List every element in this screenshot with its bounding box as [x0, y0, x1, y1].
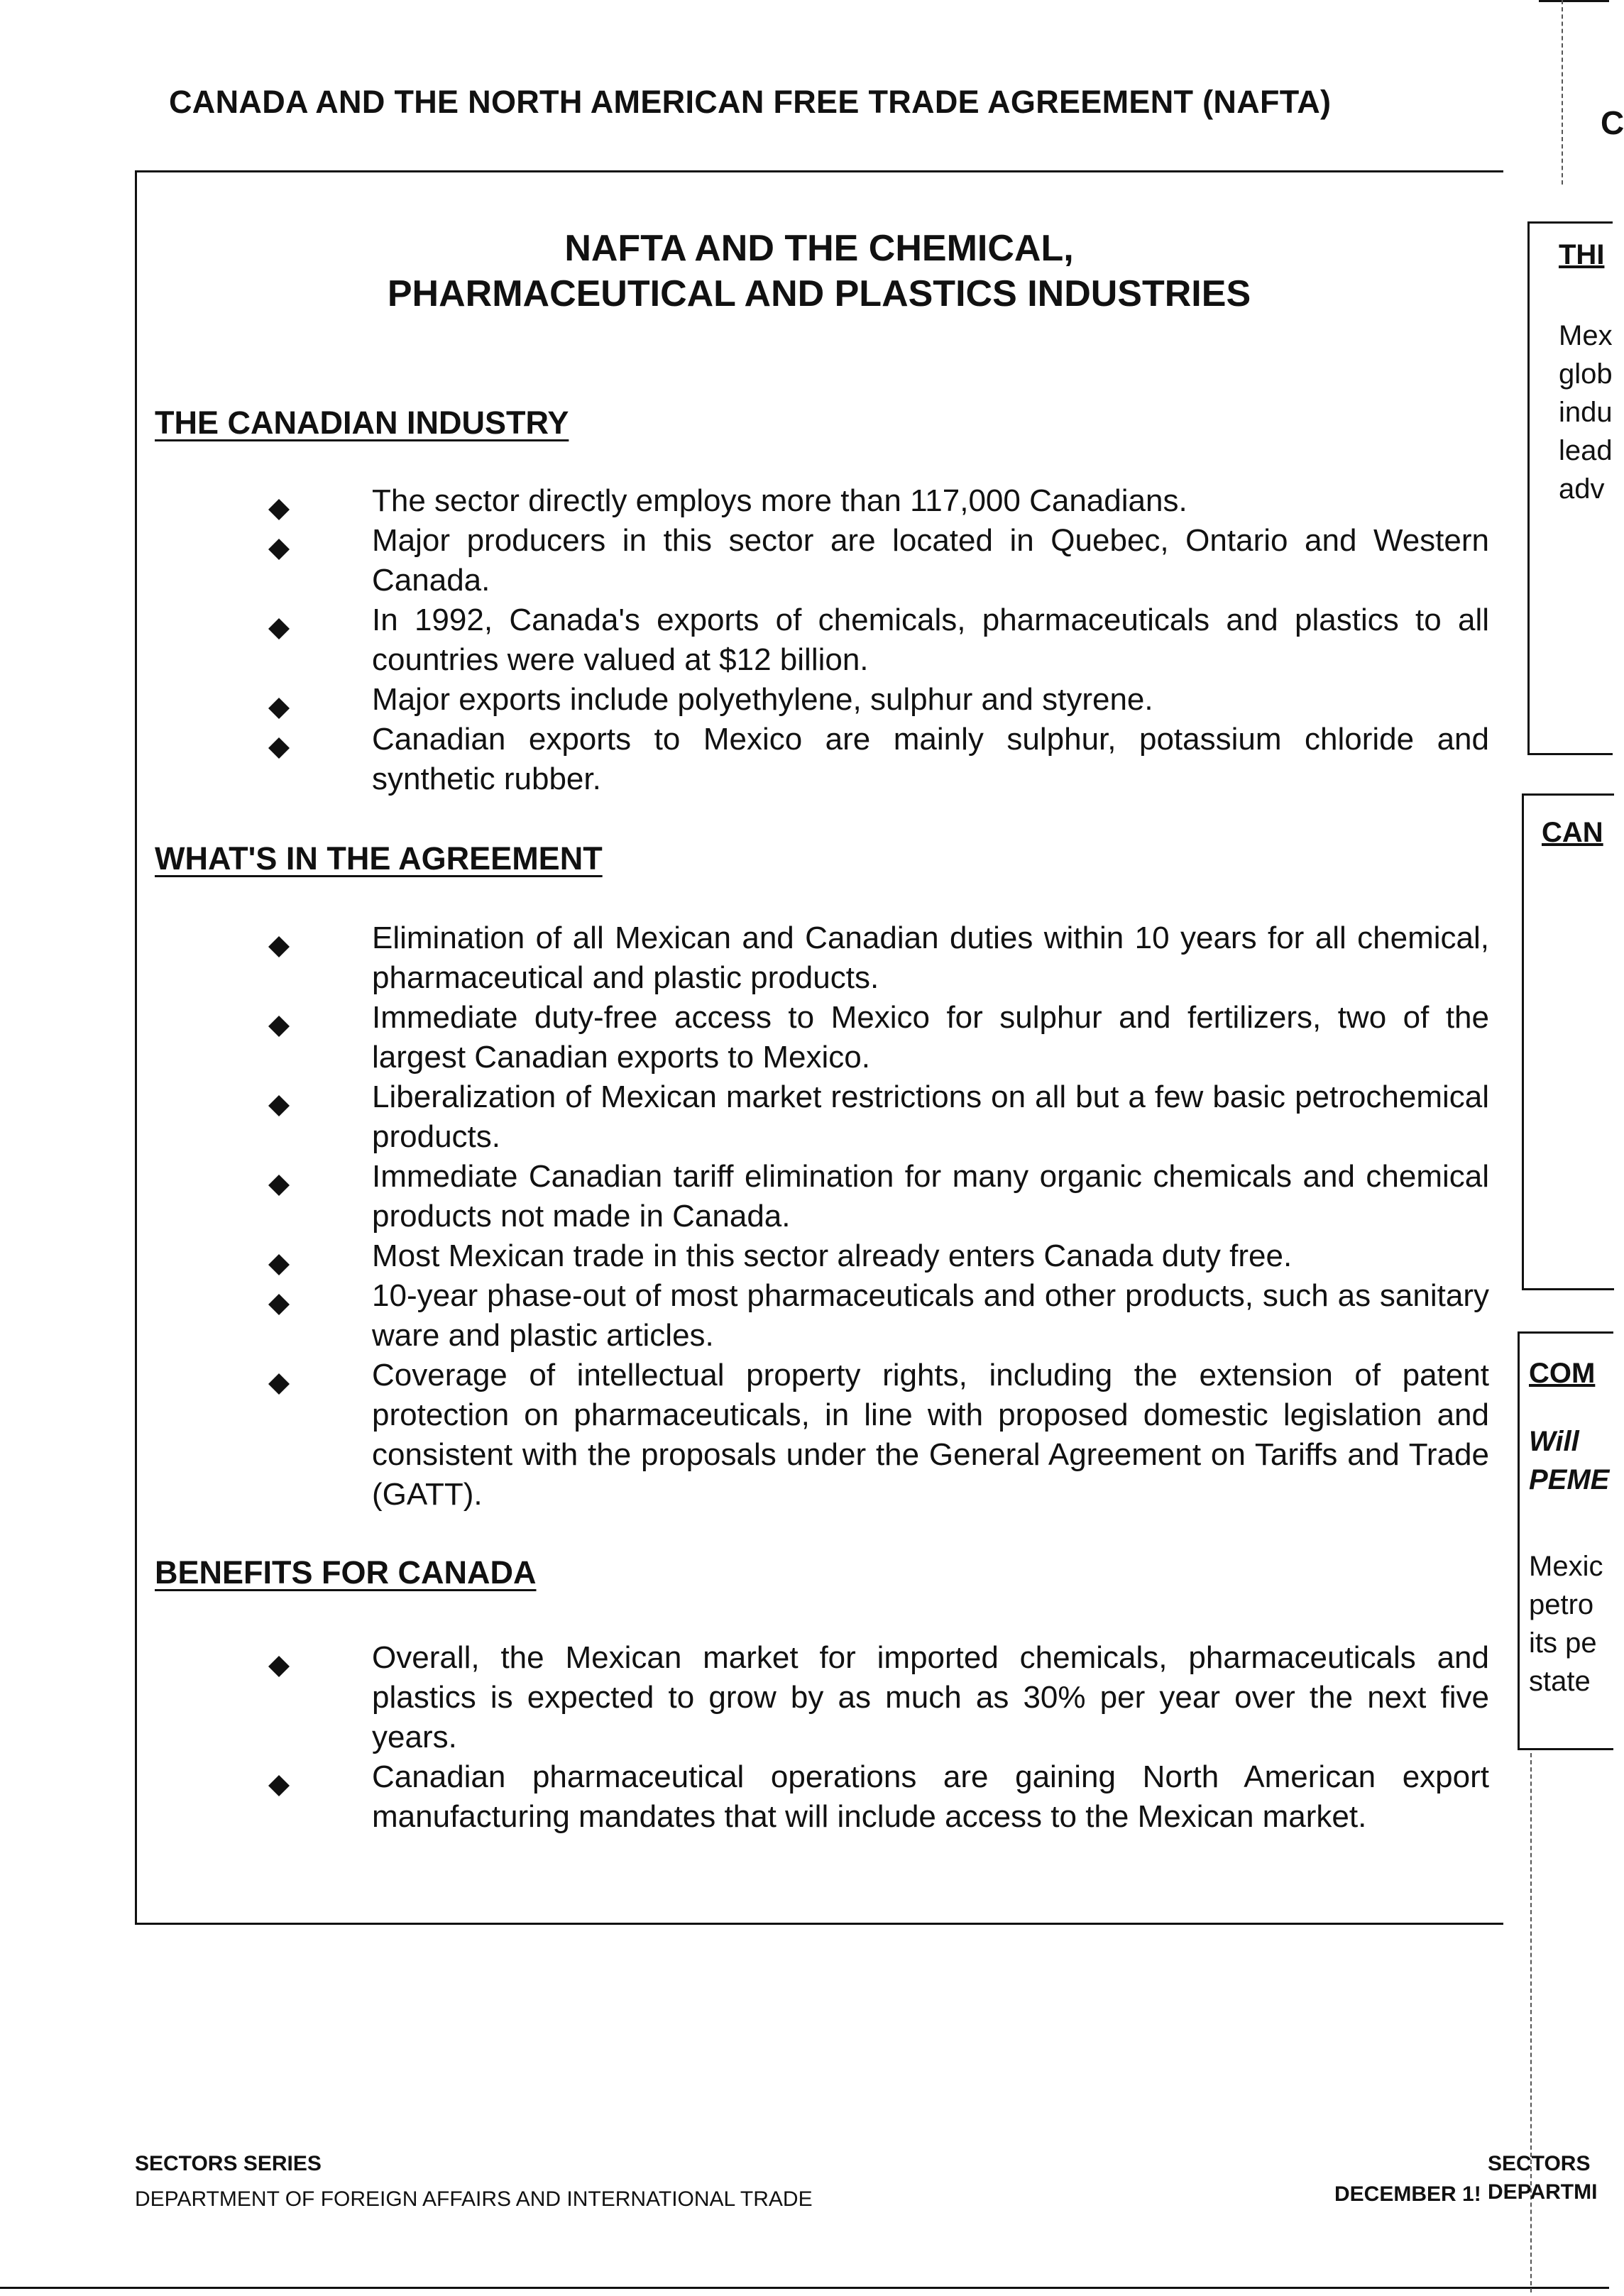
section-heading-benefits: BENEFITS FOR CANADA — [155, 1554, 537, 1591]
adjacent-header-fragment: C — [1601, 104, 1624, 141]
adjacent-footer-series: SECTORS — [1488, 2152, 1591, 2175]
bullet-item: Major producers in this sector are located in Quebec, Ontario and Western Canada. — [268, 521, 1489, 600]
diamond-bullet-icon — [268, 610, 290, 631]
box-title-line-2: PHARMACEUTICAL AND PLASTICS INDUSTRIES — [387, 273, 1251, 314]
adjacent-box1-heading: THI — [1559, 239, 1605, 270]
footer-department: DEPARTMENT OF FOREIGN AFFAIRS AND INTERNATIONAL TRADE — [135, 2187, 813, 2211]
adjacent-box3-italic-line: PEME — [1529, 1464, 1610, 1495]
diamond-bullet-icon — [268, 1166, 290, 1187]
bottom-rule — [0, 2287, 1609, 2289]
adjacent-box3-line: state — [1529, 1666, 1591, 1697]
box-title-line-1: NAFTA AND THE CHEMICAL, — [564, 228, 1074, 269]
diamond-bullet-icon — [268, 530, 290, 551]
diamond-bullet-icon — [268, 1365, 290, 1386]
adjacent-box3-line: Mexic — [1529, 1551, 1603, 1582]
adjacent-box1-line: Mex — [1559, 320, 1613, 351]
bullet-list-agreement — [268, 918, 1489, 1515]
bullet-item: Immediate Canadian tariff elimination for many organic chemicals and chemical products not made in Canada. — [268, 1157, 1489, 1236]
bullet-item: Major exports include polyethylene, sulphur and styrene. — [268, 680, 1489, 720]
diamond-bullet-icon — [268, 689, 290, 710]
box-title — [135, 226, 1503, 317]
section-heading-agreement: WHAT'S IN THE AGREEMENT — [155, 840, 603, 877]
bullet-item: Immediate duty-free access to Mexico for sulphur and fertilizers, two of the largest Canadian exports to Mexico. — [268, 998, 1489, 1077]
bullet-item: Liberalization of Mexican market restrictions on all but a few basic petrochemical products. — [268, 1077, 1489, 1157]
bullet-list-canadian-industry — [268, 481, 1489, 799]
bullet-item: Overall, the Mexican market for imported chemicals, pharmaceuticals and plastics is expected to grow by as much as 30% per year over the next five years. — [268, 1638, 1489, 1757]
page-header: CANADA AND THE NORTH AMERICAN FREE TRADE AGREEMENT (NAFTA) — [169, 84, 1332, 120]
bullet-item: The sector directly employs more than 117,000 Canadians. — [268, 481, 1489, 521]
adjacent-box2-heading: CAN — [1542, 817, 1603, 848]
bullet-item: Elimination of all Mexican and Canadian duties within 10 years for all chemical, pharmaceutical and plastic products. — [268, 918, 1489, 998]
bullet-item: 10-year phase-out of most pharmaceuticals and other products, such as sanitary ware and plastic articles. — [268, 1276, 1489, 1356]
bullet-item: In 1992, Canada's exports of chemicals, pharmaceuticals and plastics to all countries were valued at $12 billion. — [268, 600, 1489, 680]
footer-series: SECTORS SERIES — [135, 2152, 322, 2175]
adjacent-box3-line: its pe — [1529, 1627, 1597, 1659]
adjacent-box3-heading: COM — [1529, 1358, 1596, 1389]
bullet-item: Canadian exports to Mexico are mainly sulphur, potassium chloride and synthetic rubber. — [268, 720, 1489, 799]
bullet-list-benefits — [268, 1638, 1489, 1837]
fold-line — [1562, 0, 1563, 185]
diamond-bullet-icon — [268, 729, 290, 750]
footer-date: DECEMBER 1! — [1334, 2182, 1481, 2206]
diamond-bullet-icon — [268, 1285, 290, 1307]
adjacent-box1-line: lead — [1559, 435, 1613, 466]
diamond-bullet-icon — [268, 1647, 290, 1669]
bullet-item: Coverage of intellectual property rights, including the extension of patent protection on pharmaceuticals, in line with proposed domestic legislation and consistent with the proposals under the General Agreement on Tariffs and Trade (GATT). — [268, 1356, 1489, 1515]
adjacent-page-sliver — [1488, 0, 1624, 2296]
diamond-bullet-icon — [268, 1007, 290, 1028]
adjacent-box1-line: glob — [1559, 358, 1613, 390]
bullet-item: Most Mexican trade in this sector already enters Canada duty free. — [268, 1236, 1489, 1276]
adjacent-box3-line: petro — [1529, 1589, 1594, 1620]
diamond-bullet-icon — [268, 1767, 290, 1788]
adjacent-box1-line: indu — [1559, 397, 1613, 428]
diamond-bullet-icon — [268, 1246, 290, 1267]
diamond-bullet-icon — [268, 928, 290, 949]
adjacent-box1-line: adv — [1559, 473, 1605, 505]
adjacent-footer-department: DEPARTMI — [1488, 2180, 1598, 2204]
diamond-bullet-icon — [268, 1087, 290, 1108]
adjacent-box-2 — [1522, 793, 1614, 1290]
diamond-bullet-icon — [268, 490, 290, 512]
bullet-item: Canadian pharmaceutical operations are gaining North American export manufacturing mandates that will include access to the Mexican market. — [268, 1757, 1489, 1837]
fold-line — [1530, 1753, 1532, 2292]
adjacent-box3-italic-line: Will — [1529, 1426, 1579, 1457]
section-heading-canadian-industry: THE CANADIAN INDUSTRY — [155, 405, 569, 441]
